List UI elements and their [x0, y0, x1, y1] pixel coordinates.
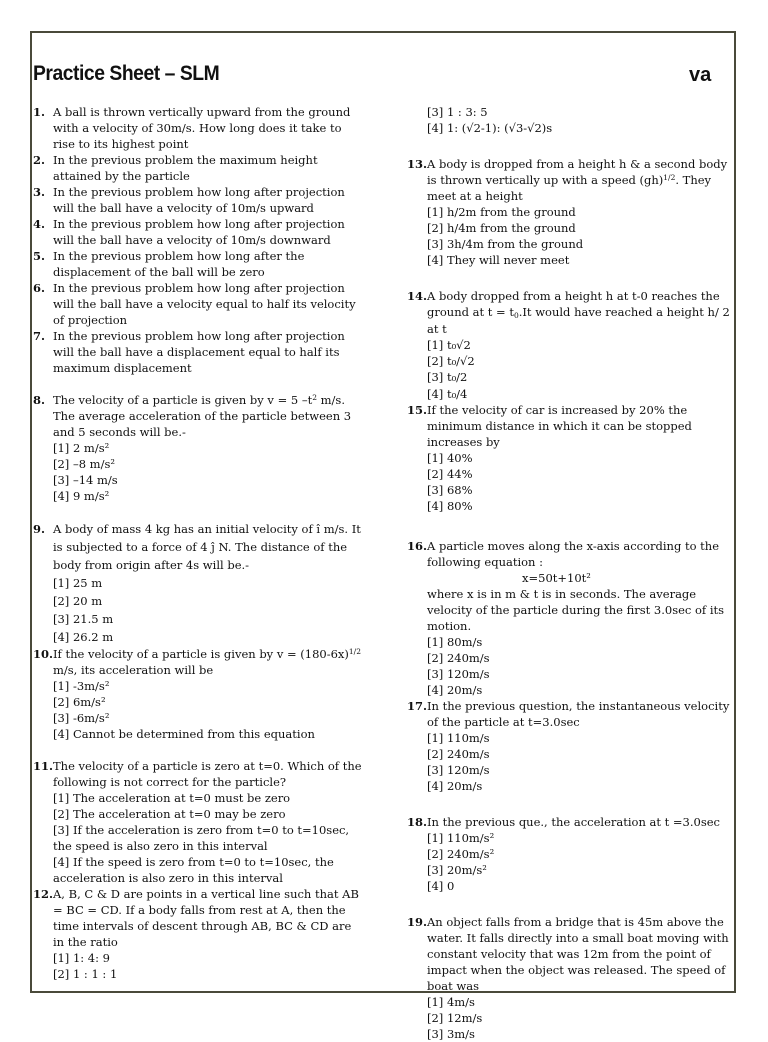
- question-text: In the previous problem how long after projection will the ball have a velocity of 10m/s upward: [53, 185, 345, 215]
- option-1: [1] -3m/s²: [53, 679, 110, 693]
- question-text: A body is dropped from a height h & a second body is thrown vertically up with a speed (gh): [427, 157, 728, 187]
- question-12-continued: [407, 104, 732, 136]
- option-3: [3] 120m/s: [427, 763, 490, 778]
- option-3: [3] 20m/s²: [427, 863, 487, 878]
- option-1: [1] 4m/s: [427, 995, 475, 1010]
- question-number: 7.: [33, 329, 46, 343]
- page-title: Practice Sheet – SLM: [33, 62, 220, 85]
- question-text: In the previous problem how long after projection will the ball have a displacement equal to half its maximum displacement: [53, 329, 345, 375]
- option-2: [2] 240m/s: [427, 747, 490, 762]
- question-13: [407, 156, 732, 268]
- option-3: [3] If the acceleration is zero from t=0 to t=10sec, the speed is also zero in this interval: [53, 823, 350, 853]
- question-10: [33, 646, 363, 742]
- question-text: In the previous problem the maximum height attained by the particle: [53, 153, 318, 183]
- superscript: 1/2: [348, 647, 361, 656]
- option-1: [1] 110m/s: [427, 731, 490, 746]
- question-text-cont: where x is in m & t is in seconds. The average velocity of the particle during the first 3.0sec of its motion.: [427, 587, 725, 634]
- option-2: [2] 6m/s²: [53, 695, 106, 709]
- question-6: [33, 280, 363, 328]
- question-text: A, B, C & D are points in a vertical line such that AB = BC = CD. If a body falls from rest at A, then the time intervals of descent through AB, BC & CD are in the ratio: [53, 887, 359, 949]
- option-4: [4] 20m/s: [427, 779, 483, 794]
- question-text-cont: m/s, its acceleration will be: [53, 663, 214, 677]
- question-number: 3.: [33, 185, 46, 199]
- option-3: [3] 1 : 3: 5: [427, 105, 488, 119]
- question-number: 9.: [33, 522, 46, 536]
- option-4: [4] 0: [427, 879, 455, 894]
- option-4: [4] 1: (√2-1): (√3-√2)s: [427, 121, 553, 135]
- question-number: 13.: [407, 157, 428, 171]
- question-text: The velocity of a particle is given by v = 5 –t: [53, 393, 313, 407]
- question-text: If the velocity of car is increased by 20% the minimum distance in which it can be stopped increases by: [427, 403, 692, 450]
- question-text: In the previous question, the instantaneous velocity of the particle at t=3.0sec: [427, 699, 730, 730]
- question-3: [33, 184, 363, 216]
- option-1: [1] h/2m from the ground: [427, 205, 576, 219]
- option-3: [3] 68%: [427, 483, 473, 498]
- question-18: [407, 814, 732, 894]
- option-4: [4] If the speed is zero from t=0 to t=10sec, the acceleration is also zero in this interval: [53, 855, 334, 885]
- question-text: An object falls from a bridge that is 45m above the water. It falls directly into a small boat moving with constant velocity that was 12m from the point of impact when the object was released. The speed of boat was: [427, 915, 729, 994]
- option-3: [3] 120m/s: [427, 667, 490, 682]
- option-3: [3] 3m/s: [427, 1027, 475, 1042]
- question-text: A body of mass 4 kg has an initial velocity of î m/s. It is subjected to a force of 4 ĵ N. The distance of the body from origin after 4s will be.-: [53, 522, 361, 572]
- question-text: In the previous problem how long after projection will the ball have a velocity of 10m/s downward: [53, 217, 345, 247]
- question-text-cont: .It would have reached a height h/ 2 at t: [427, 305, 730, 336]
- option-2: [2] The acceleration at t=0 may be zero: [53, 807, 286, 821]
- question-1: [33, 104, 363, 152]
- option-4: [4] 9 m/s²: [53, 489, 110, 503]
- left-column: [33, 104, 363, 982]
- header-tag: va: [689, 64, 712, 86]
- question-text: The velocity of a particle is zero at t=0. Which of the following is not correct for the particle?: [53, 759, 362, 789]
- option-2: [2] 240m/s²: [427, 847, 495, 862]
- option-2: [2] 240m/s: [427, 651, 490, 666]
- question-number: 17.: [407, 699, 428, 714]
- superscript: 1/2: [663, 173, 676, 182]
- question-text: In the previous problem how long after the displacement of the ball will be zero: [53, 249, 305, 279]
- option-4: [4] t₀/4: [427, 386, 468, 401]
- question-15: [407, 402, 732, 514]
- option-4: [4] 20m/s: [427, 683, 483, 698]
- option-3: [3] 21.5 m: [53, 612, 114, 626]
- option-1: [1] The acceleration at t=0 must be zero: [53, 791, 291, 805]
- question-17: [407, 698, 732, 794]
- question-8: [33, 392, 363, 504]
- question-5: [33, 248, 363, 280]
- question-number: 1.: [33, 105, 46, 119]
- option-3: [3] t₀/2: [427, 370, 468, 385]
- question-number: 10.: [33, 647, 54, 661]
- question-text: In the previous que., the acceleration at t =3.0sec: [427, 815, 720, 830]
- question-number: 15.: [407, 403, 428, 418]
- question-14: [407, 288, 732, 402]
- question-12: [33, 886, 363, 982]
- question-16: [407, 538, 732, 698]
- question-4: [33, 216, 363, 248]
- subscript: 0: [513, 311, 519, 321]
- question-text: If the velocity of a particle is given by v = (180-6x): [53, 647, 349, 661]
- option-2: [2] –8 m/s²: [53, 457, 115, 471]
- question-text: In the previous problem how long after projection will the ball have a velocity equal to half its velocity of projection: [53, 281, 356, 327]
- option-3: [3] 3h/4m from the ground: [427, 237, 584, 251]
- option-1: [1] 110m/s²: [427, 831, 495, 846]
- question-number: 11.: [33, 759, 54, 773]
- question-text-cont: m/s. The average acceleration of the particle between 3 and 5 seconds will be.-: [53, 393, 352, 439]
- option-2: [2] 1 : 1 : 1: [53, 967, 118, 981]
- question-7: [33, 328, 363, 376]
- option-2: [2] 44%: [427, 467, 473, 482]
- superscript: 2: [312, 393, 317, 402]
- question-9: [33, 520, 363, 646]
- question-text-cont: . They meet at a height: [427, 173, 712, 203]
- option-4: [4] Cannot be determined from this equation: [53, 727, 315, 741]
- question-number: 18.: [407, 815, 428, 830]
- question-text: A particle moves along the x-axis according to the following equation :: [427, 539, 720, 570]
- option-4: [4] 26.2 m: [53, 630, 114, 644]
- option-1: [1] 40%: [427, 451, 473, 466]
- option-4: [4] They will never meet: [427, 253, 570, 267]
- question-text: A body dropped from a height h at t-0 reaches the ground at t = t: [427, 289, 720, 320]
- question-number: 16.: [407, 539, 428, 554]
- question-2: [33, 152, 363, 184]
- option-2: [2] 12m/s: [427, 1011, 483, 1026]
- question-19: [407, 914, 732, 1042]
- question-number: 8.: [33, 393, 46, 407]
- option-1: [1] 2 m/s²: [53, 441, 110, 455]
- question-number: 19.: [407, 915, 428, 930]
- question-number: 5.: [33, 249, 46, 263]
- option-1: [1] 25 m: [53, 576, 103, 590]
- option-1: [1] 1: 4: 9: [53, 951, 110, 965]
- question-11: [33, 758, 363, 886]
- option-4: [4] 80%: [427, 499, 473, 514]
- question-number: 14.: [407, 289, 428, 303]
- option-3: [3] -6m/s²: [53, 711, 110, 725]
- option-1: [1] t₀√2: [427, 337, 471, 352]
- question-number: 4.: [33, 217, 46, 231]
- question-text: A ball is thrown vertically upward from the ground with a velocity of 30m/s. How long does it take to rise to its highest point: [53, 105, 351, 151]
- option-3: [3] –14 m/s: [53, 473, 118, 487]
- option-2: [2] 20 m: [53, 594, 103, 608]
- option-2: [2] h/4m from the ground: [427, 221, 576, 235]
- question-number: 2.: [33, 153, 46, 167]
- question-number: 12.: [33, 887, 54, 901]
- option-2: [2] t₀/√2: [427, 354, 475, 369]
- question-number: 6.: [33, 281, 46, 295]
- option-1: [1] 80m/s: [427, 635, 483, 650]
- equation: x=50t+10t²: [522, 571, 591, 586]
- right-column: [407, 104, 732, 1042]
